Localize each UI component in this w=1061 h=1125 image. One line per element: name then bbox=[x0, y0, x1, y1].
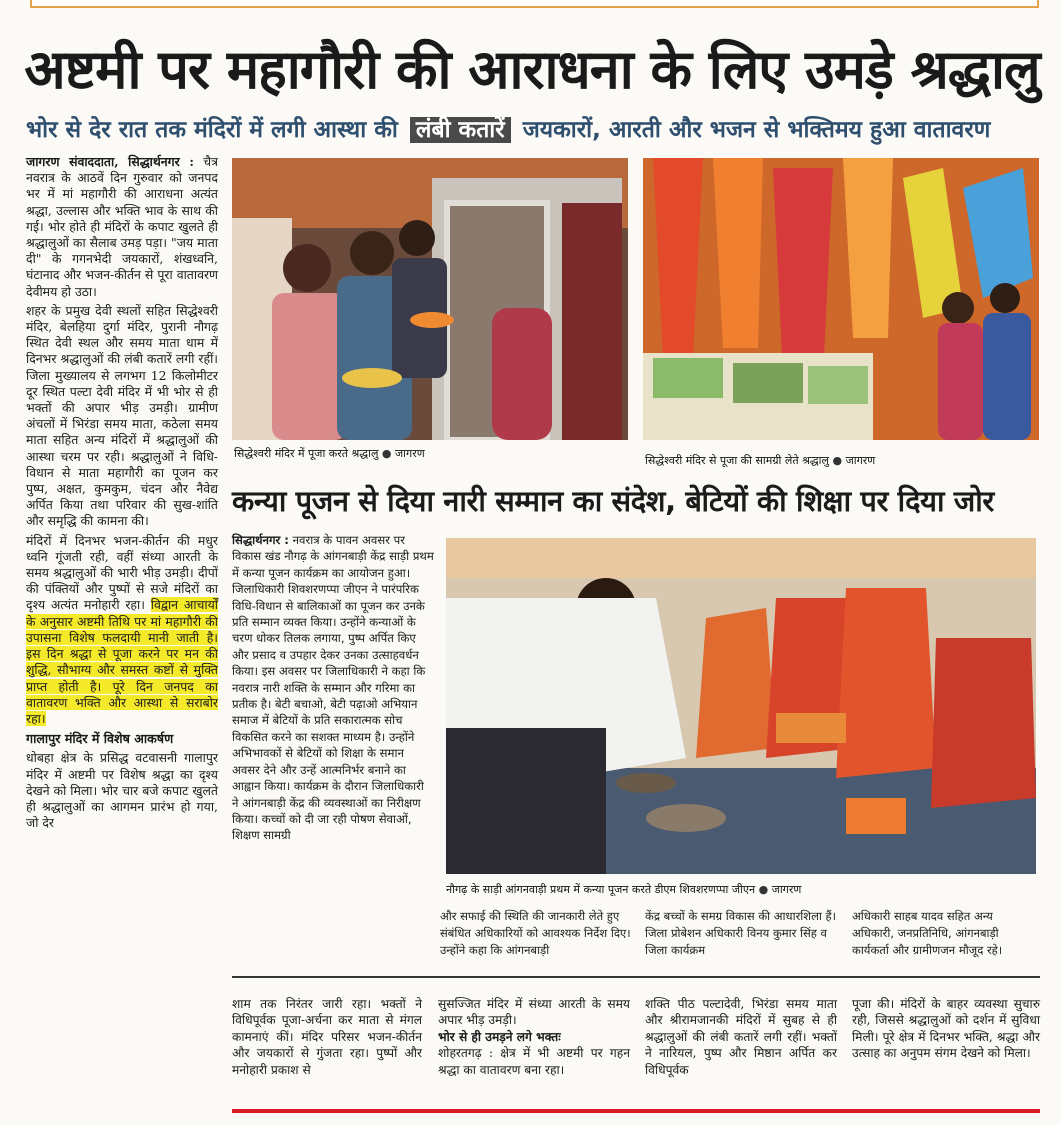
bottom-col-3 bbox=[645, 996, 837, 1078]
bottom-col-1-text: शाम तक निरंतर जारी रहा। भक्तों ने विधिपूर्वक पूजा-अर्चना कर माता से मंगल कामनाएं कीं। मंदिर परिसर भजन-कीर्तन और जयकारों से गुंजता रहा। पुष्पों और मनोहारी प्रकाश से bbox=[232, 997, 422, 1077]
bottom-col-2 bbox=[438, 996, 630, 1078]
top-band bbox=[0, 0, 1061, 12]
bottom-col-1 bbox=[232, 996, 422, 1078]
caption-text: सिद्धेश्वरी मंदिर में पूजा करते श्रद्धालु bbox=[234, 447, 379, 460]
bottom-col-4 bbox=[852, 996, 1040, 1062]
photo-kanya-pujan-image bbox=[446, 538, 1036, 874]
photo-temple-puja-image bbox=[232, 158, 628, 440]
story-2-column bbox=[232, 532, 434, 844]
caption-photo-1: सिद्धेश्वरी मंदिर में पूजा करते श्रद्धालु ● जागरण bbox=[234, 447, 425, 460]
story-2-cont-3: अधिकारी साहब यादव सहित अन्य अधिकारी, जनप्रतिनिधि, आंगनबाड़ी कार्यकर्ता और ग्रामीणजन मौजूद रहे। bbox=[852, 909, 1003, 957]
photo-kanya-pujan bbox=[446, 538, 1036, 874]
story-2-headline: कन्या पूजन से दिया नारी सम्मान का संदेश, बेटियों की शिक्षा पर दिया जोर bbox=[232, 484, 994, 518]
photo-credit: जागरण bbox=[395, 447, 425, 460]
caption-text: नौगढ़ के साड़ी आंगनवाड़ी प्रथम में कन्या पूजन करते डीएम शिवशरणप्पा जीएन bbox=[446, 883, 756, 896]
photo-credit: जागरण bbox=[771, 883, 802, 896]
para-2: शहर के प्रमुख देवी स्थलों सहित सिद्धेश्वरी मंदिर, बेलहिया दुर्गा मंदिर, पुरानी नौगढ़ स्थित देवी स्थल और समय माता धाम में दिनभर श्रद्धालुओं की लंबी कतारें लगी रहीं। जिला मुख्यालय से लगभग 12 किलोमीटर दूर स्थित पल्टा देवी मंदिर में भी भोर से ही भक्तों की अपार भीड़ उमड़ी। ग्रामीण अंचलों में भिरंडा समय माता, कठेला समय माता सहित अन्य मंदिरों में श्रद्धालुओं की आस्था चरम पर रही। श्रद्धालुओं ने विधि-विधान से माता महागौरी का पूजन कर पुष्प, अक्षत, कुमकुम, चंदन और नैवेद्य अर्पित किया तथा परिवार की सुख-शांति और समृद्धि की कामना की। bbox=[26, 302, 218, 529]
caption-photo-2: सिद्धेश्वरी मंदिर से पूजा की सामग्री लेते श्रद्धालु ● जागरण bbox=[645, 454, 876, 467]
para-1: चैत्र नवरात्र के आठवें दिन गुरुवार को जनपद भर में मां महागौरी की आराधना अत्यंत श्रद्धा, उल्लास और भक्ति भाव के साथ की गई। भोर होते ही मंदिरों के कपाट खुलते ही श्रद्धालुओं का सैलाब उमड़ पड़ा। "जय माता दी" के गगनभेदी जयकारों, शंखध्वनि, घंटानाद और भजन-कीर्तन से पूरा वातावरण देवीमय हो उठा। bbox=[26, 154, 218, 299]
bottom-col-2-subhead: भोर से ही उमड़ने लगे भक्तः bbox=[438, 1029, 561, 1044]
footer-red-rule bbox=[232, 1109, 1040, 1113]
sub-headline bbox=[26, 112, 1041, 148]
section-subhead: गालापुर मंदिर में विशेष आकर्षण bbox=[26, 731, 174, 747]
photo-puja-samagri bbox=[643, 158, 1039, 440]
divider-rule bbox=[232, 976, 1040, 978]
para-4: धोबहा क्षेत्र के प्रसिद्ध वटवासनी गालापुर मंदिर में अष्टमी पर विशेष श्रद्धा का दृश्य देखने को मिला। भोर चार बजे कपाट खुलते ही श्रद्धालुओं का आगमन प्रारंभ हो गया, जो देर bbox=[26, 750, 218, 831]
para-3a: मंदिरों में दिनभर भजन-कीर्तन की मधुर ध्वनि गूंजती रही, वहीं संध्या आरती के समय श्रद्धालुओं की भारी भीड़ उमड़ी। दीपों की पंक्तियों और पुष्पों से सजे मंदिरों का दृश्य अत्यंत मनोहारी रहा। bbox=[26, 532, 218, 613]
caption-text: सिद्धेश्वरी मंदिर से पूजा की सामग्री लेते श्रद्धालु bbox=[645, 454, 829, 467]
story-2-dateline: सिद्धार्थनगर : bbox=[232, 533, 289, 547]
article-column-1 bbox=[26, 154, 218, 834]
subhead-text-2: जयकारों, आरती और भजन से भक्तिमय हुआ वातावरण bbox=[522, 117, 991, 143]
story-2-cont-2: केंद्र बच्चों के समग्र विकास की आधारशिला हैं। जिला प्रोबेशन अधिकारी विनय कुमार सिंह व जिला कार्यक्रम bbox=[645, 909, 836, 957]
photo-credit: जागरण bbox=[845, 454, 876, 467]
bottom-col-4-text: पूजा की। मंदिरों के बाहर व्यवस्था सुचारु रही, जिससे श्रद्धालुओं को दर्शन में सुविधा मिली। पूरे क्षेत्र में दिनभर भक्ति, श्रद्धा और उत्साह का अनुपम संगम देखने को मिला। bbox=[852, 997, 1040, 1061]
photo-temple-puja bbox=[232, 158, 628, 440]
subhead-text-1: भोर से देर रात तक मंदिरों में लगी आस्था की bbox=[26, 117, 398, 143]
story-2-cont-1: और सफाई की स्थिति की जानकारी लेते हुए संबंधित अधिकारियों को आवश्यक निर्देश दिए। उन्होंने कहा कि आंगनबाड़ी bbox=[440, 909, 631, 957]
highlighted-para: विद्वान आचार्यों के अनुसार अष्टमी तिथि पर मां महागौरी की उपासना विशेष फलदायी मानी जाती है। इस दिन श्रद्धा से पूजा करने पर मन की शुद्धि, सौभाग्य और समस्त कष्टों से मुक्ति प्राप्त होती है। पूरे दिन जनपद का वातावरण भक्ति और आस्था से सराबोर रहा। bbox=[26, 597, 218, 726]
dateline: जागरण संवाददाता, सिद्धार्थनगर : bbox=[26, 154, 194, 169]
bottom-col-2-text-2: शोहरतगढ़ : क्षेत्र में भी अष्टमी पर गहन श्रद्धा का वातावरण बना रहा। bbox=[438, 1046, 630, 1077]
bottom-col-3-text: शक्ति पीठ पल्टादेवी, भिरंडा समय माता और श्रीरामजानकी मंदिरों में सुबह से ही श्रद्धालुओं की लंबी कतारें लगी रहीं। भक्तों ने नारियल, पुष्प और मिष्ठान अर्पित कर विधिपूर्वक bbox=[645, 997, 837, 1077]
bottom-col-2-text: सुसज्जित मंदिर में संध्या आरती के समय अपार भीड़ उमड़ी। bbox=[438, 997, 630, 1028]
subhead-highlight: लंबी कतारें bbox=[410, 117, 511, 143]
story-2-body: नवरात्र के पावन अवसर पर विकास खंड नौगढ़ के आंगनबाड़ी केंद्र साड़ी प्रथम में कन्या पूजन कार्यक्रम का आयोजन हुआ। जिलाधिकारी शिवशरणप्पा जीएन ने पारंपरिक विधि-विधान से बालिकाओं का पूजन कर उनके प्रति सम्मान व्यक्त किया। उन्होंने कन्याओं के चरण धोकर तिलक लगाया, पुष्प अर्पित किए और प्रसाद व उपहार देकर उनका उत्साहवर्धन किया। इस अवसर पर जिलाधिकारी ने कहा कि नवरात्र नारी शक्ति के सम्मान और गरिमा का प्रतीक है। बेटी बचाओ, बेटी पढ़ाओ अभियान समाज में बेटियों के प्रति सकारात्मक सोच विकसित करने का सशक्त माध्यम है। उन्होंने अभिभावकों से बेटियों को शिक्षा के समान अवसर देने और उन्हें आत्मनिर्भर बनाने का आह्वान किया। कार्यक्रम के दौरान जिलाधिकारी ने आंगनबाड़ी केंद्र की व्यवस्थाओं का निरीक्षण किया। कच्चों को दी जा रही पोषण सेवाओं, शिक्षण सामग्री bbox=[232, 533, 434, 843]
caption-photo-3: नौगढ़ के साड़ी आंगनवाड़ी प्रथम में कन्या पूजन करते डीएम शिवशरणप्पा जीएन ● जागरण bbox=[446, 883, 802, 896]
photo-puja-samagri-image bbox=[643, 158, 1039, 440]
page-headline: अष्टमी पर महागौरी की आराधना के लिए उमड़े श्रद्धालु bbox=[24, 38, 1040, 101]
